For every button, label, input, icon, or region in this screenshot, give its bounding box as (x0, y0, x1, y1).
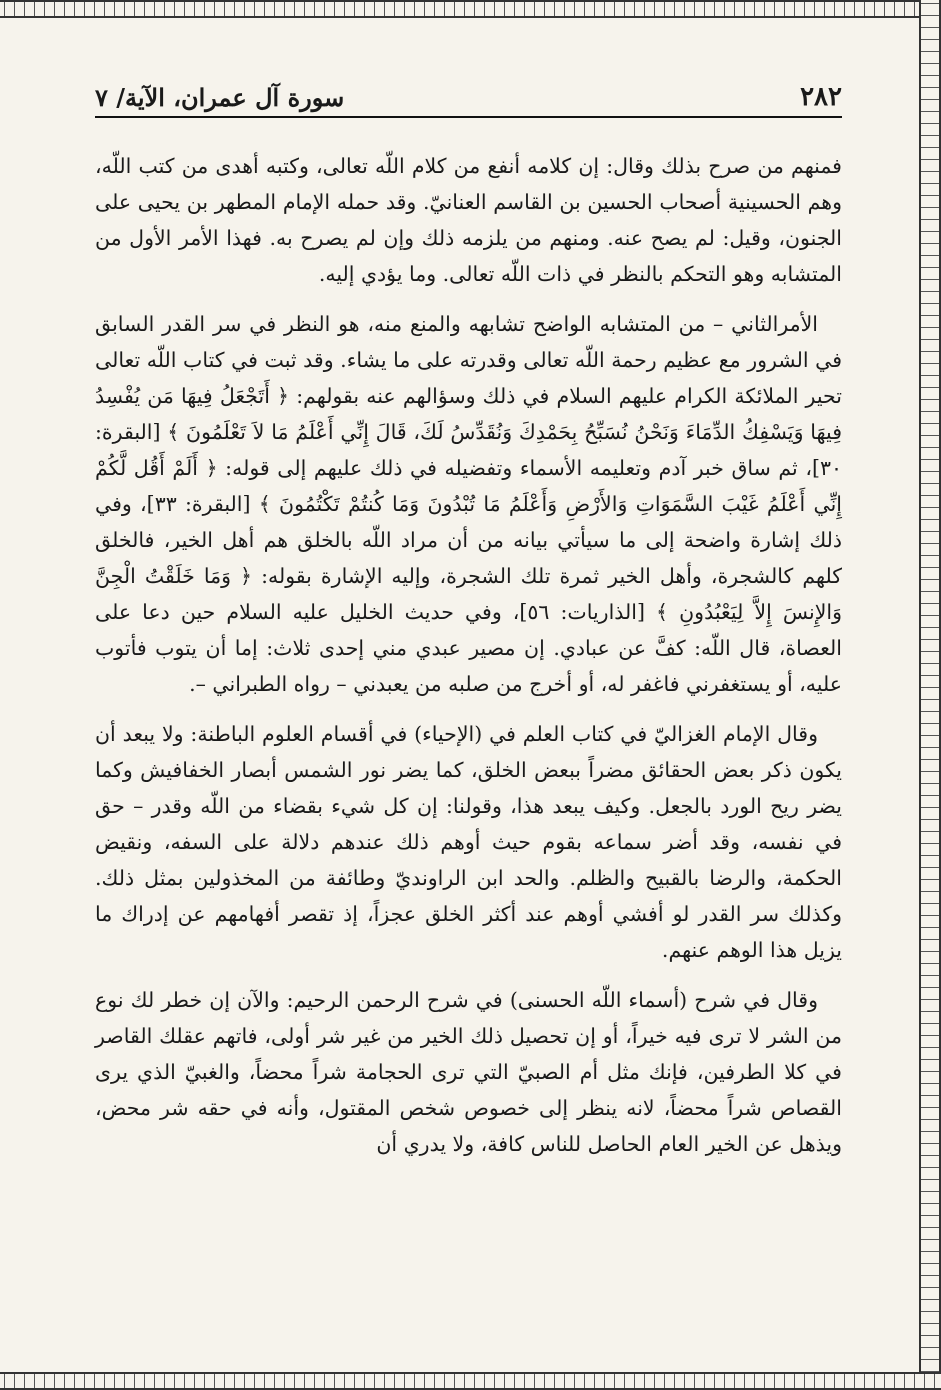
body-text (95, 148, 842, 1176)
decorative-border-right (919, 0, 941, 1390)
chapter-title: سورة آل عمران، الآية/ ٧ (95, 83, 345, 112)
paragraph-2: الأمرالثاني – من المتشابه الواضح تشابهه والمنع منه، هو النظر في سر القدر السابق في الشرور مع عظيم رحمة اللّه تعالى وقدرته على ما يشاء. وقد ثبت في كتاب اللّه تعالى تحير الملائكة الكرام عليهم السلام في ذلك وسؤالهم عنه بقولهم: ﴿ أَتَجْعَلُ فِيهَا مَن يُفْسِدُ فِيهَا وَيَسْفِكُ الدِّمَاءَ وَنَحْنُ نُسَبِّحُ بِحَمْدِكَ وَنُقَدِّسُ لَكَ، قَالَ إِنِّي أَعْلَمُ مَا لاَ تَعْلَمُونَ ﴾ [البقرة: ٣٠]، ثم ساق خبر آدم وتعليمه الأسماء وتفضيله في ذلك عليهم إلى قوله: ﴿ أَلَمْ أَقُل لَّكُمْ إِنِّي أَعْلَمُ غَيْبَ السَّمَوَاتِ وَالأَرْضِ وَأَعْلَمُ مَا تُبْدُونَ وَمَا كُنتُمْ تَكْتُمُونَ ﴾ [البقرة: ٣٣]، وفي ذلك إشارة واضحة إلى ما سيأتي بيانه من أن مراد اللّه بالخلق هم أهل الخير، فالخلق كلهم كالشجرة، وأهل الخير ثمرة تلك الشجرة، وإليه الإشارة بقوله: ﴿ وَمَا خَلَقْتُ الْجِنَّ وَالإِنسَ إِلاَّ لِيَعْبُدُونِ ﴾ [الذاريات: ٥٦]، وفي حديث الخليل عليه السلام حين دعا على العصاة، قال اللّه: كفَّ عن عبادي. إن مصير عبدي مني إحدى ثلاث: إما أن يتوب فأتوب عليه، أو يستغفرني فاغفر له، أو أخرج من صلبه من يعبدني – رواه الطبراني –. (95, 312, 842, 696)
paragraph-4: وقال في شرح (أسماء اللّه الحسنى) في شرح الرحمن الرحيم: والآن إن خطر لك نوع من الشر لا ترى فيه خيراً، أو إن تحصيل ذلك الخير من غير شر أولى، فاتهم عقلك القاصر في كلا الطرفين، فإنك مثل أم الصبيّ التي ترى الحجامة شراً محضاً، والغبيّ الذي يرى القصاص شراً محضاً، لانه ينظر إلى خصوص شخص المقتول، وأنه في حقه شر محض، ويذهل عن الخير العام الحاصل للناس كافة، ولا يدري أن (95, 988, 842, 1156)
page-header (95, 78, 842, 118)
decorative-border-bottom (0, 1372, 941, 1390)
paragraph-3: وقال الإمام الغزاليّ في كتاب العلم في (الإحياء) في أقسام العلوم الباطنة: ولا يبعد أن يكون ذكر بعض الحقائق مضراً ببعض الخلق، كما يضر نور الشمس أبصار الخفافيش وكما يضر ريح الورد بالجعل. وكيف يبعد هذا، وقولنا: إن كل شيء بقضاء من اللّه وقدر – حق في نفسه، وقد أضر سماعه بقوم حيث أوهم ذلك عندهم دلالة على السفه، ونقيض الحكمة، والرضا بالقبيح والظلم. والحد ابن الراونديّ وطائفة من المخذولين بمثل ذلك. وكذلك سر القدر لو أفشي أوهم عند أكثر الخلق عجزاً، إذ تقصر أفهامهم عن إدراك ما يزيل هذا الوهم عنهم. (95, 722, 842, 962)
decorative-border-top (0, 0, 941, 18)
page-number: ٢٨٢ (800, 82, 842, 112)
paragraph-1: فمنهم من صرح بذلك وقال: إن كلامه أنفع من كلام اللّه تعالى، وكتبه أهدى من كتب اللّه، وهم الحسينية أصحاب الحسين بن القاسم العنانيّ. وقد حمله الإمام المطهر بن يحيى على الجنون، وقيل: لم يصح عنه. ومنهم من يلزمه ذلك وإن لم يصرح به. فهذا الأمر الأول من المتشابه وهو التحكم بالنظر في ذات اللّه تعالى. وما يؤدي إليه. (95, 154, 842, 286)
